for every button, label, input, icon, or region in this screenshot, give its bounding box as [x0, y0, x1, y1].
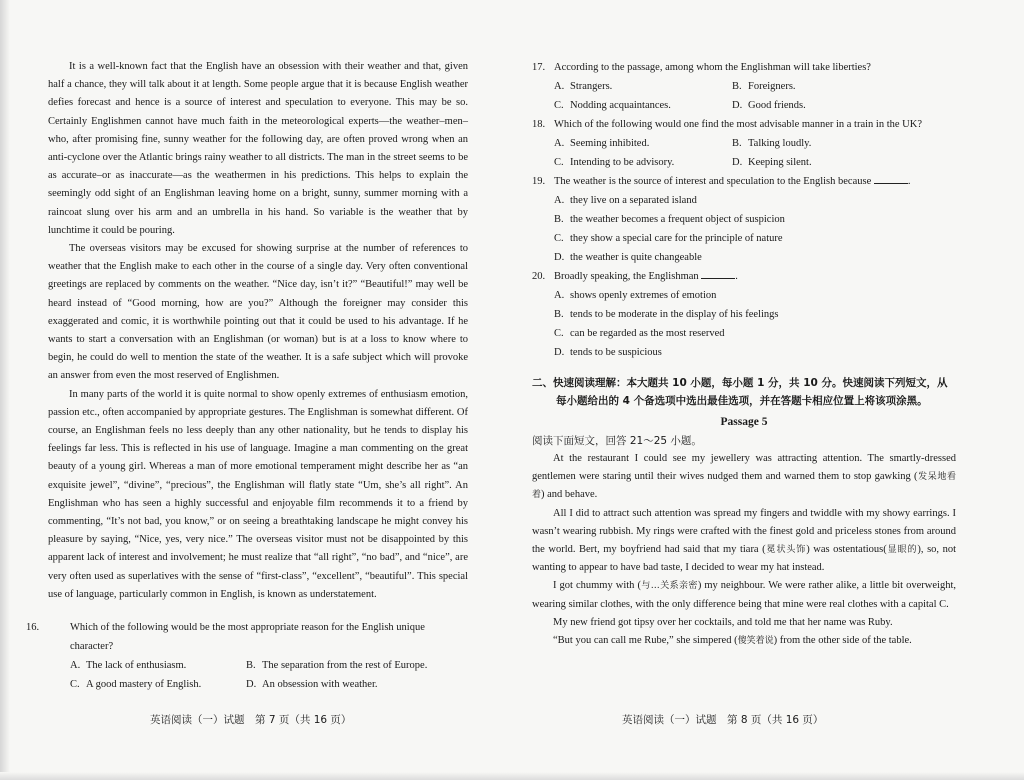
option-b[interactable]: B. Foreigners.: [732, 81, 796, 92]
section-2-line-1: 二、快速阅读理解：本大题共 10 小题，每小题 1 分，共 10 分。快速阅读下列短文，从: [532, 377, 948, 389]
passage-5-paragraph-3: I got chummy with (与…关系亲密) my neighbour. We were rather alike, a little bit overweight, wearing similar clothes, with the only difference being that mine were real clothes with a capital C.: [532, 580, 956, 610]
option-a[interactable]: A. Strangers.: [554, 81, 613, 92]
options: [532, 191, 956, 267]
passage-5-paragraph-2: All I did to attract such attention was spread my fingers and twiddle with my showy earrings. I wasn’t wearing rubbish. My rings were crafted with the finest gold and priceless stones from around the world. Bert, my boyfriend had said that my tiara (冕状头饰) was ostentatious(显眼的), so, not wanting to appear to have bad taste, I decided to wear my hat instead.: [532, 507, 956, 574]
passage-5-paragraph-5: “But you can call me Rube,” she simpered (傻笑着说) from the other side of the table.: [553, 635, 912, 647]
option-b[interactable]: B. tends to be moderate in the display of his feelings: [554, 309, 779, 320]
option-a[interactable]: A. The lack of enthusiasm.: [70, 660, 187, 672]
answer-blank: [701, 268, 735, 279]
page-7-column: [26, 58, 468, 694]
passage-instruction: 阅读下面短文，回答 21～25 小题。: [532, 435, 702, 447]
question-text: Which of the following would be the most appropriate reason for the English unique character?: [70, 622, 425, 653]
chinese-gloss: 显眼的: [886, 545, 918, 556]
option-b[interactable]: B. The separation from the rest of Europe.: [246, 660, 428, 672]
question-19: [532, 172, 956, 267]
option-d[interactable]: D. tends to be suspicious: [554, 347, 662, 358]
question-stem: 19. The weather is the source of interest and speculation to the English because .: [532, 172, 956, 191]
question-20: [532, 267, 956, 362]
question-text: According to the passage, among whom the Englishman will take liberties?: [554, 62, 871, 73]
section-2-line-2: 每小题给出的 4 个备选项中选出最佳选项，并在答题卡相应位置上将该项涂黑。: [556, 395, 928, 407]
option-a[interactable]: A. they live on a separated island: [554, 195, 697, 206]
page-8-footer: 英语阅读（一）试题 第 8 页（共 16 页）: [622, 714, 824, 726]
question-16-stem: [26, 618, 468, 656]
chinese-gloss: 冕状头饰: [765, 545, 807, 556]
passage-5-paragraph-4: My new friend got tipsy over her cocktails, and told me that her name was Ruby.: [553, 616, 893, 628]
question-number: 17.: [532, 62, 546, 73]
option-d[interactable]: D. the weather is quite changeable: [554, 252, 702, 263]
question-stem: [532, 58, 956, 77]
scan-edge-left: [0, 0, 10, 780]
passage-title: Passage 5: [720, 416, 768, 428]
scan-edge-bottom: [0, 772, 1024, 780]
question-text: Which of the following would one find the most advisable manner in a train in the UK?: [554, 119, 922, 130]
option-a[interactable]: A. Seeming inhibited.: [554, 138, 650, 149]
option-d[interactable]: D. An obsession with weather.: [246, 679, 378, 691]
passage-paragraph-1: It is a well-known fact that the English have an obsession with their weather and that, given half a chance, they will talk about it at length. Some people argue that it is because English weather defies forecast and hence is a source of interest and speculation to everyone. This may be so. Certainly Englishmen cannot have much faith in the meteorological experts—the weather–men–who, after promising fine, sunny weather for the following day, are often proved wrong when an anti-cyclone over the Atlantic brings rainy weather to all districts. The man in the street seems to be as accurate–or as inaccurate—as the weathermen in his predictions. This helps to explain the seemingly odd sight of an Englishman leaving home on a bright, sunny, summer morning with a raincoat slung over his arm and an umbrella in his hand. So variable is the weather that by lunchtime it could be pouring.: [48, 61, 468, 236]
question-stem: 20. Broadly speaking, the Englishman .: [532, 267, 956, 286]
passage-paragraph-3: In many parts of the world it is quite normal to show openly extremes of enthusiasm emotion, passion etc., often accompanied by appropriate gestures. The Englishman is somewhat different. Of course, an Englishman feels no less deeply than any other nationality, but he tends to display his feelings far less. This is reflected in his use of language. Imagine a man commenting on the great beauty of a young girl. Whereas a man of more emotional temperament might describe her as “an exquisite jewel”, “divine”, “precious”, the Englishman will flatly state “Um, she’s all right”. An Englishman who has seen a highly successful and enjoyable film recommends it to a friend by commenting, “It’s not bad, you know,” or on seeing a breathtaking landscape he might convey his pleasure by saying, “Nice, yes, very nice.” The overseas visitor must not be disappointed by this apparent lack of interest and involvement; he must realize that “all right”, “no bad”, and “nice”, are very often used as superlatives with the sense of “first-class”, “excellent”, “beautiful”. This special use of language, particularly common in English, is known as understatement.: [48, 388, 468, 600]
question-text: The weather is the source of interest and speculation to the English because: [554, 176, 872, 187]
option-d[interactable]: D. Keeping silent.: [732, 157, 812, 168]
question-17: [532, 58, 956, 115]
question-stem: [532, 115, 956, 134]
options: [532, 77, 956, 115]
options: [532, 134, 956, 172]
questions-17-20: [532, 58, 956, 362]
passage-5-body: [532, 450, 956, 650]
page-8-column: [532, 58, 956, 650]
passage-5-paragraph-1: At the restaurant I could see my jewellery was attracting attention. The smartly-dressed gentlemen were staring until their wives nudged them and warned them to stop gawking (发呆地看着) and behave.: [532, 453, 956, 501]
chinese-gloss: 傻笑着说: [737, 636, 774, 647]
question-number: 16.: [26, 622, 40, 634]
answer-blank: [874, 173, 908, 184]
page-7-footer: 英语阅读（一）试题 第 7 页（共 16 页）: [150, 714, 352, 726]
passage-paragraph-2: The overseas visitors may be excused for showing surprise at the number of references to weather that the English make to each other in the course of a single day. Very often conventional greetings are replaced by comments on the weather. “Nice day, isn’t it?” “Beautiful!” may well be heard instead of “Good morning, how are you?” Although the foreigner may consider this exaggerated and comic, it is worthwhile pointing out that it could be used to his advantage. If he wants to start a conversation with an Englishman (or woman) but is at a loss to know where to begin, he could do well to mention the state of the weather. It is a safe subject which will provoke an answer from even the most reserved of Englishmen.: [48, 243, 468, 382]
question-number: 19.: [532, 176, 546, 187]
option-c[interactable]: C. A good mastery of English.: [70, 679, 202, 691]
question-16: [26, 618, 468, 694]
option-c[interactable]: C. they show a special care for the principle of nature: [554, 233, 783, 244]
option-b[interactable]: B. the weather becomes a frequent object of suspicion: [554, 214, 785, 225]
question-number: 20.: [532, 271, 546, 282]
chinese-gloss: 发呆地看着: [532, 472, 956, 501]
question-number: 18.: [532, 119, 546, 130]
question-18: [532, 115, 956, 172]
question-16-options: [48, 656, 468, 694]
option-c[interactable]: C. Nodding acquaintances.: [554, 100, 671, 111]
chinese-gloss: 与…关系亲密: [640, 581, 698, 592]
option-b[interactable]: B. Talking loudly.: [732, 138, 812, 149]
option-c[interactable]: C. can be regarded as the most reserved: [554, 328, 725, 339]
option-a[interactable]: A. shows openly extremes of emotion: [554, 290, 717, 301]
section-2-heading: [532, 374, 956, 410]
option-c[interactable]: C. Intending to be advisory.: [554, 157, 675, 168]
question-text: Broadly speaking, the Englishman: [554, 271, 699, 282]
options: [532, 286, 956, 362]
option-d[interactable]: D. Good friends.: [732, 100, 806, 111]
